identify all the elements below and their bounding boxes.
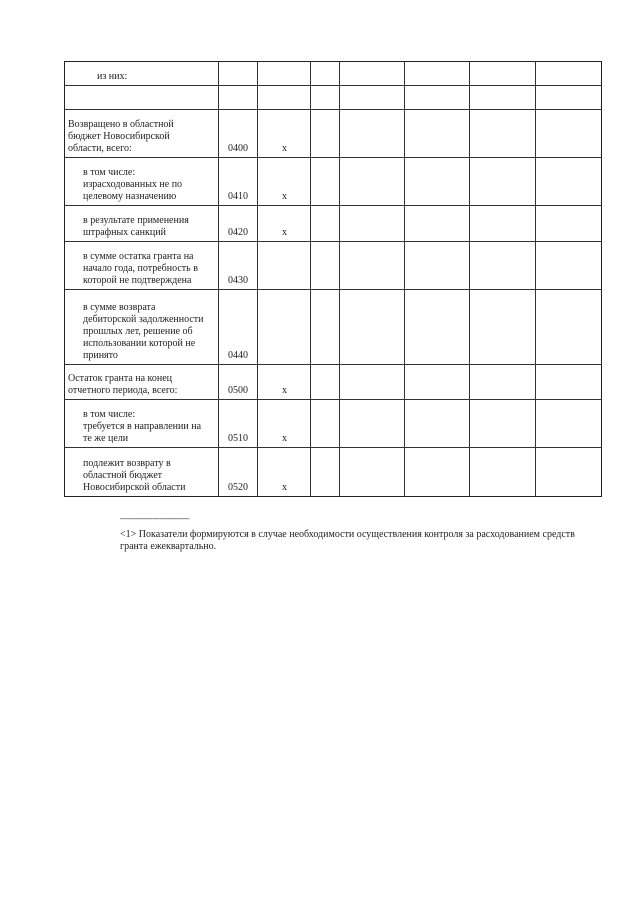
row-label: подлежит возврату в областной бюджет Новосибирской области [65,448,219,497]
row-label: в том числе: израсходованных не по целевому назначению [65,158,219,206]
table-row [65,62,602,86]
table-cell [340,86,405,110]
row-code: 0500 [219,365,258,400]
table-row [65,158,602,206]
table-row [65,400,602,448]
row-code: 0520 [219,448,258,497]
footnote-text-continued: гранта ежеквартально. [120,541,217,552]
table-cell [311,242,340,290]
row-label: Остаток гранта на конец отчетного периода, всего: [65,365,219,400]
table-cell [340,110,405,158]
table-cell [311,290,340,365]
table-row [65,365,602,400]
table-cell [536,400,602,448]
table-cell [311,448,340,497]
table-cell [470,62,536,86]
table-cell [340,290,405,365]
table-cell [470,86,536,110]
row-code: 0400 [219,110,258,158]
row-code [219,86,258,110]
table-cell [405,86,470,110]
table-cell [340,400,405,448]
row-mark: х [258,206,311,242]
table-cell [340,158,405,206]
table-cell [536,242,602,290]
table-cell [536,86,602,110]
table-cell [405,206,470,242]
row-mark [258,242,311,290]
row-label: в том числе: требуется в направлении на те же цели [65,400,219,448]
row-mark: х [258,448,311,497]
table-cell [470,448,536,497]
table-cell [405,448,470,497]
table-cell [536,448,602,497]
row-mark: х [258,158,311,206]
table-cell [470,206,536,242]
table-cell [470,400,536,448]
table-cell [536,158,602,206]
table-cell [311,86,340,110]
row-code: 0440 [219,290,258,365]
row-code: 0420 [219,206,258,242]
table-row [65,86,602,110]
table-cell [536,290,602,365]
table-cell [311,158,340,206]
table-cell [470,365,536,400]
table-cell [536,206,602,242]
row-mark: х [258,400,311,448]
row-mark [258,290,311,365]
table-cell [536,62,602,86]
table-cell [405,110,470,158]
table-row [65,110,602,158]
row-label: в сумме возврата дебиторской задолженности прошлых лет, решение об использовании которой не принято [65,290,219,365]
row-code: 0510 [219,400,258,448]
table-row [65,206,602,242]
table-cell [470,242,536,290]
table-row [65,290,602,365]
table-cell [311,110,340,158]
table-cell [405,62,470,86]
row-mark: х [258,110,311,158]
table-row [65,448,602,497]
table-cell [311,62,340,86]
table-cell [311,400,340,448]
row-code: 0410 [219,158,258,206]
table-cell [340,448,405,497]
footnote [120,529,636,553]
table-cell [405,365,470,400]
table-cell [340,62,405,86]
table-cell [405,290,470,365]
row-mark: х [258,365,311,400]
row-code: 0430 [219,242,258,290]
footnote-text: <1> Показатели формируются в случае необходимости осуществления контроля за расходованием средств [120,529,575,540]
row-code [219,62,258,86]
table-cell [536,365,602,400]
table-cell [340,242,405,290]
table-cell [340,365,405,400]
table-cell [405,242,470,290]
table-cell [405,400,470,448]
table-cell [536,110,602,158]
report-table [64,61,602,497]
table-cell [470,110,536,158]
row-label: в сумме остатка гранта на начало года, потребность в которой не подтверждена [65,242,219,290]
row-label: Возвращено в областной бюджет Новосибирской области, всего: [65,110,219,158]
row-mark [258,62,311,86]
row-label [65,86,219,110]
table-row [65,242,602,290]
table-cell [470,290,536,365]
row-label: из них: [65,62,219,86]
footnote-separator: -------------------------------- [120,514,190,523]
row-label: в результате применения штрафных санкций [65,206,219,242]
table-cell [311,365,340,400]
table-cell [405,158,470,206]
table-cell [470,158,536,206]
table-cell [340,206,405,242]
table-cell [311,206,340,242]
row-mark [258,86,311,110]
